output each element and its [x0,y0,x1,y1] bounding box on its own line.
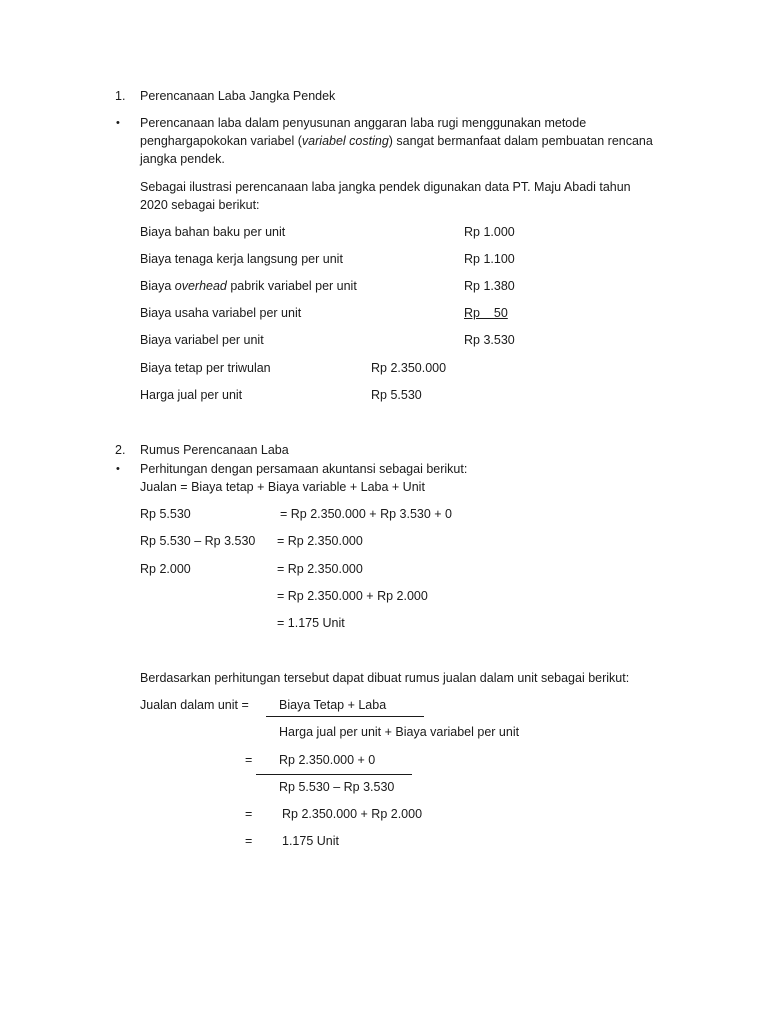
cost-row-label: Harga jual per unit [140,388,243,402]
bullet-icon: • [116,117,120,129]
conclusion-text: Berdasarkan perhitungan tersebut dapat dibuat rumus jualan dalam unit sebagai berikut: [140,671,630,685]
formula-numerator: Biaya Tetap + Laba [279,698,387,712]
cost-row-label: Biaya bahan baku per unit [140,225,286,239]
paragraph-2-line-1: Sebagai ilustrasi perencanaan laba jangka pendek digunakan data PT. Maju Abadi tahun [140,180,631,194]
cost-row-value: Rp 1.000 [464,225,515,239]
cost-row-value: Rp 5.530 [371,388,422,402]
cost-row-label: Biaya variabel per unit [140,333,264,347]
formula-denominator: Rp 5.530 – Rp 3.530 [279,780,395,794]
paragraph-1-line-3: jangka pendek. [140,152,225,166]
formula-label: Jualan dalam unit = [140,698,249,712]
calc-left: Rp 5.530 [140,507,191,521]
intro-line-1: Perhitungan dengan persamaan akuntansi sebagai berikut: [140,462,468,476]
section-1-number: 1. [115,89,126,103]
section-2-title: Rumus Perencanaan Laba [140,443,289,457]
calc-right: = Rp 2.350.000 [277,562,363,576]
italic-term: variabel costing [301,134,389,148]
intro-line-2: Jualan = Biaya tetap + Biaya variable + Laba + Unit [140,480,425,494]
cost-row-label: Biaya tenaga kerja langsung per unit [140,252,343,266]
calc-right: = Rp 2.350.000 + Rp 2.000 [277,589,428,603]
cost-row-value: Rp 3.530 [464,333,515,347]
section-2-number: 2. [115,443,126,457]
formula-denominator: Harga jual per unit + Biaya variabel per unit [279,725,520,739]
fraction-bar [256,774,412,775]
equals-sign: = [245,753,253,767]
calc-right: = 1.175 Unit [277,616,345,630]
cost-row-label: Biaya tetap per triwulan [140,361,271,375]
fraction-bar [266,716,424,717]
cost-row-label: Biaya usaha variabel per unit [140,306,302,320]
section-1-title: Perencanaan Laba Jangka Pendek [140,89,336,103]
formula-result: 1.175 Unit [282,834,339,848]
cost-row-value: Rp 2.350.000 [371,361,447,375]
paragraph-1-line-1: Perencanaan laba dalam penyusunan anggaran laba rugi menggunakan metode [140,116,587,130]
paragraph-1-line-2: penghargapokokan variabel (variabel costing) sangat bermanfaat dalam pembuatan rencana [140,134,653,148]
cost-row-value: Rp 1.100 [464,252,515,266]
cost-row-label: Biaya overhead pabrik variabel per unit [140,279,357,293]
equals-sign: = [245,807,253,821]
calc-left: Rp 5.530 – Rp 3.530 [140,534,256,548]
bullet-icon: • [116,463,120,475]
equals-sign: = [245,834,253,848]
calc-right: = Rp 2.350.000 [277,534,363,548]
formula-numerator: Rp 2.350.000 + 0 [279,753,376,767]
calc-left: Rp 2.000 [140,562,191,576]
formula-step: Rp 2.350.000 + Rp 2.000 [282,807,423,821]
calc-right: = Rp 2.350.000 + Rp 3.530 + 0 [280,507,453,521]
paragraph-2-line-2: 2020 sebagai berikut: [140,198,260,212]
cost-row-value-underlined: Rp 50 [464,306,508,320]
cost-row-value: Rp 1.380 [464,279,515,293]
